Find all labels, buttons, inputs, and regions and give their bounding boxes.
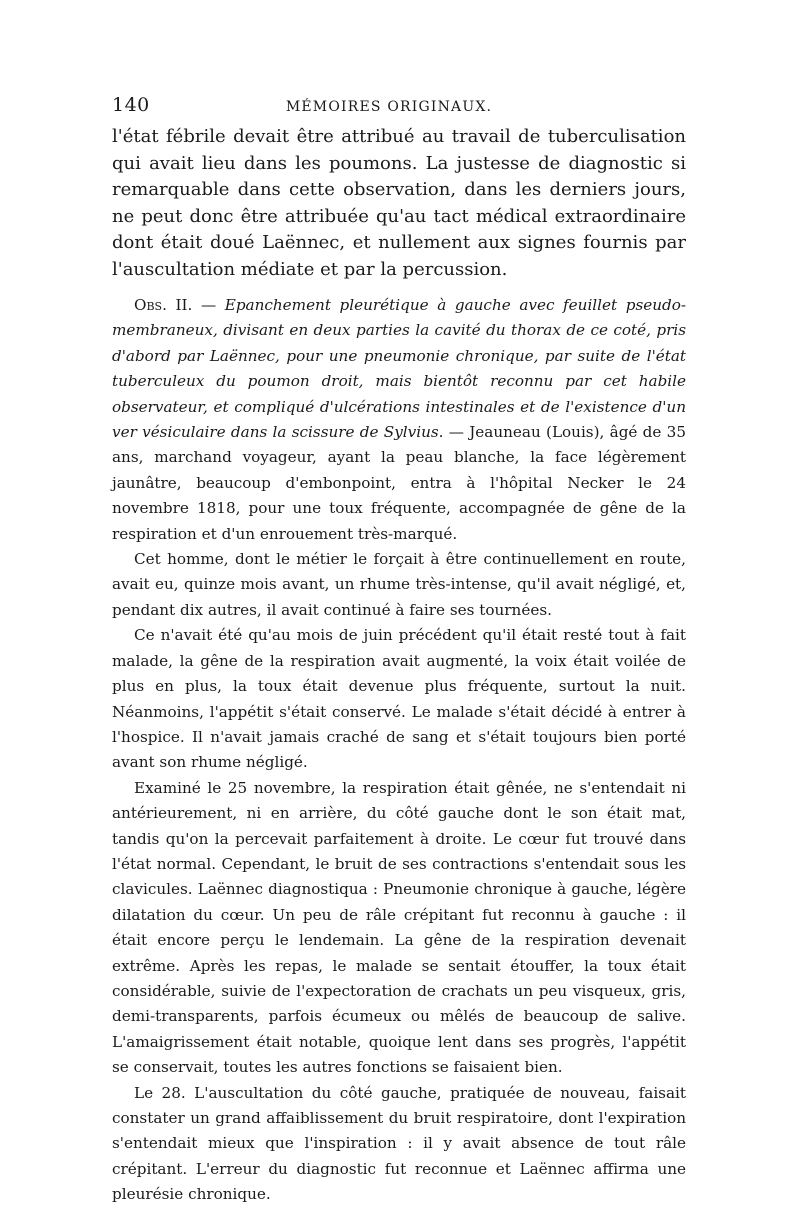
- body-paragraph-1: Cet homme, dont le métier le forçait à être continuellement en route, avait eu, quinze mois avant, un rhume très-intense, qu'il avait négligé, et, pendant dix autres, il avait continué à faire ses tournées.: [112, 550, 686, 619]
- running-title: MÉMOIRES ORIGINAUX.: [285, 99, 493, 115]
- observation-paragraph: [112, 293, 686, 547]
- page-number: 140: [112, 94, 150, 116]
- book-page: [112, 94, 686, 1208]
- observation-label: Obs. II. —: [134, 296, 217, 314]
- observation-title: Epanchement pleurétique à gauche avec feuillet pseudo-membraneux, divisant en deux parties la cavité du thorax de ce coté, pris d'abord par Laënnec, pour une pneumonie chronique, par suite de l'état tuberculeux du poumon droit, mais bientôt reconnu par cet habile observateur, et compliqué d'ulcérations intestinales et de l'existence d'un ver vésiculaire dans la scissure de Sylvius.: [112, 296, 686, 442]
- body-paragraph-4: Le 28. L'auscultation du côté gauche, pratiquée de nouveau, faisait constater un grand affaiblissement du bruit respiratoire, dont l'expiration s'entendait mieux que l'inspiration : il y avait absence de tout râle crépitant. L'erreur du diagnostic fut reconnue et Laënnec affirma une pleurésie chronique.: [112, 1083, 686, 1204]
- body-paragraph-2: Ce n'avait été qu'au mois de juin précédent qu'il était resté tout à fait malade, la gêne de la respiration avait augmenté, la voix était voilée de plus en plus, la toux était devenue plus fréquente, surtout la nuit. Néanmoins, l'appétit s'était conservé. Le malade s'était décidé à entrer à l'hospice. Il n'avait jamais craché de sang et s'était toujours bien porté avant son rhume négligé.: [112, 626, 686, 772]
- intro-paragraph: l'état fébrile devait être attribué au travail de tuberculisation qui avait lieu dans les poumons. La justesse de diagnostic si remarquable dans cette observation, dans les derniers jours, ne peut donc être attribuée qu'au tact médical extraordinaire dont était doué Laënnec, et nullement aux signes fournis par l'auscultation médiate et par la percussion.: [112, 126, 686, 280]
- body-paragraph-3: Examiné le 25 novembre, la respiration était gênée, ne s'entendait ni antérieurement, ni en arrière, du côté gauche dont le son était mat, tandis qu'on la percevait parfaitement à droite. Le cœur fut trouvé dans l'état normal. Cependant, le bruit de ses contractions s'entendait sous les clavicules. Laënnec diagnostiqua : Pneumonie chronique à gauche, légère dilatation du cœur. Un peu de râle crépitant fut reconnu à gauche : il était encore perçu le lendemain. La gêne de la respiration devenait extrême. Après les repas, le malade se sentait étouffer, la toux était considérable, suivie de l'expectoration de crachats un peu visqueux, gris, demi-transparents, parfois écumeux ou mêlés de beaucoup de salive. L'amaigrissement était notable, quoique lent dans ses progrès, l'appétit se conservait, toutes les autres fonctions se faisaient bien.: [112, 778, 686, 1077]
- page-header: [112, 94, 686, 124]
- observation-first-paragraph: — Jeauneau (Louis), âgé de 35 ans, marchand voyageur, ayant la peau blanche, la face légèrement jaunâtre, beaucoup d'embonpoint, entra à l'hôpital Necker le 24 novembre 1818, pour une toux fréquente, accompagnée de gêne de la respiration et d'un enrouement très-marqué.: [112, 423, 686, 543]
